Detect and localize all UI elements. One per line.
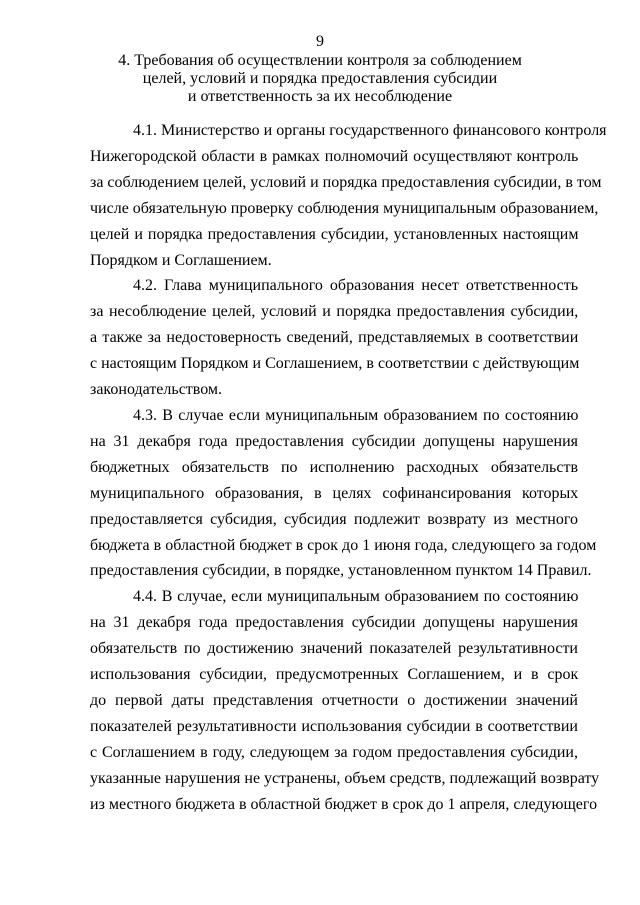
heading-line: и ответственность за их несоблюдение [187, 88, 453, 105]
text-line: 4.2. Глава муниципального образования несет ответственность [133, 277, 578, 295]
paragraph-4-1 [90, 118, 607, 273]
text-line: обязательств по достижению значений показателей результативности [90, 640, 578, 658]
text-line: до первой даты представления отчетности о достижении значений [90, 691, 578, 709]
text-line: Нижегородской области в рамках полномочий осуществляют контроль [90, 147, 579, 165]
heading-line: целей, условий и порядка предоставления субсидии [142, 70, 498, 87]
text-line: 4.3. В случае если муниципальным образованием по состоянию [133, 406, 579, 424]
text-line: бюджета в областной бюджет в срок до 1 июня года, следующего за годом [90, 536, 597, 554]
paragraph-4-2 [90, 273, 578, 403]
text-line: за несоблюдение целей, условий и порядка предоставления субсидии, [90, 303, 579, 321]
text-line: Порядком и Соглашением. [90, 251, 272, 269]
text-line: 4.4. В случае, если муниципальным образованием по состоянию [133, 588, 579, 606]
text-line: бюджетных обязательств по исполнению расходных обязательств [90, 458, 578, 476]
text-line: а также за недостоверность сведений, представляемых в соответствии [90, 329, 579, 347]
text-line: целей и порядка предоставления субсидии, установленных настоящим [90, 225, 579, 243]
text-line: указанные нарушения не устранены, объем средств, подлежащий возврату [90, 769, 600, 787]
heading-line: 4. Требования об осуществлении контроля за соблюдением [118, 52, 522, 69]
section-heading [60, 52, 580, 106]
text-line: муниципального образования, в целях софинансирования которых [90, 484, 579, 502]
paragraph-4-4 [90, 584, 600, 817]
text-line: использования субсидии, предусмотренных Соглашением, и в срок [90, 666, 579, 684]
text-line: на 31 декабря года предоставления субсидии допущены нарушения [90, 432, 578, 450]
text-line: предоставления субсидии, в порядке, установленном пунктом 14 Правил. [90, 562, 592, 580]
text-line: с настоящим Порядком и Соглашением, в соответствии с действующим [90, 355, 580, 373]
paragraph-4-3 [90, 403, 597, 584]
text-line: из местного бюджета в областной бюджет в срок до 1 апреля, следующего [90, 795, 598, 813]
text-line: законодательством. [90, 381, 223, 399]
page-number: 9 [316, 33, 324, 50]
text-line: показателей результативности использования субсидии в соответствии [90, 717, 578, 735]
text-line: числе обязательную проверку соблюдения муниципальным образованием, [90, 199, 599, 217]
text-line: с Соглашением в году, следующем за годом предоставления субсидии, [90, 743, 578, 761]
text-line: за соблюдением целей, условий и порядка предоставления субсидии, в том [90, 173, 602, 191]
text-line: 4.1. Министерство и органы государственного финансового контроля [133, 122, 607, 139]
document-body [90, 118, 607, 817]
text-line: на 31 декабря года предоставления субсидии допущены нарушения [90, 614, 578, 632]
text-line: предоставляется субсидия, субсидия подлежит возврату из местного [90, 510, 578, 528]
